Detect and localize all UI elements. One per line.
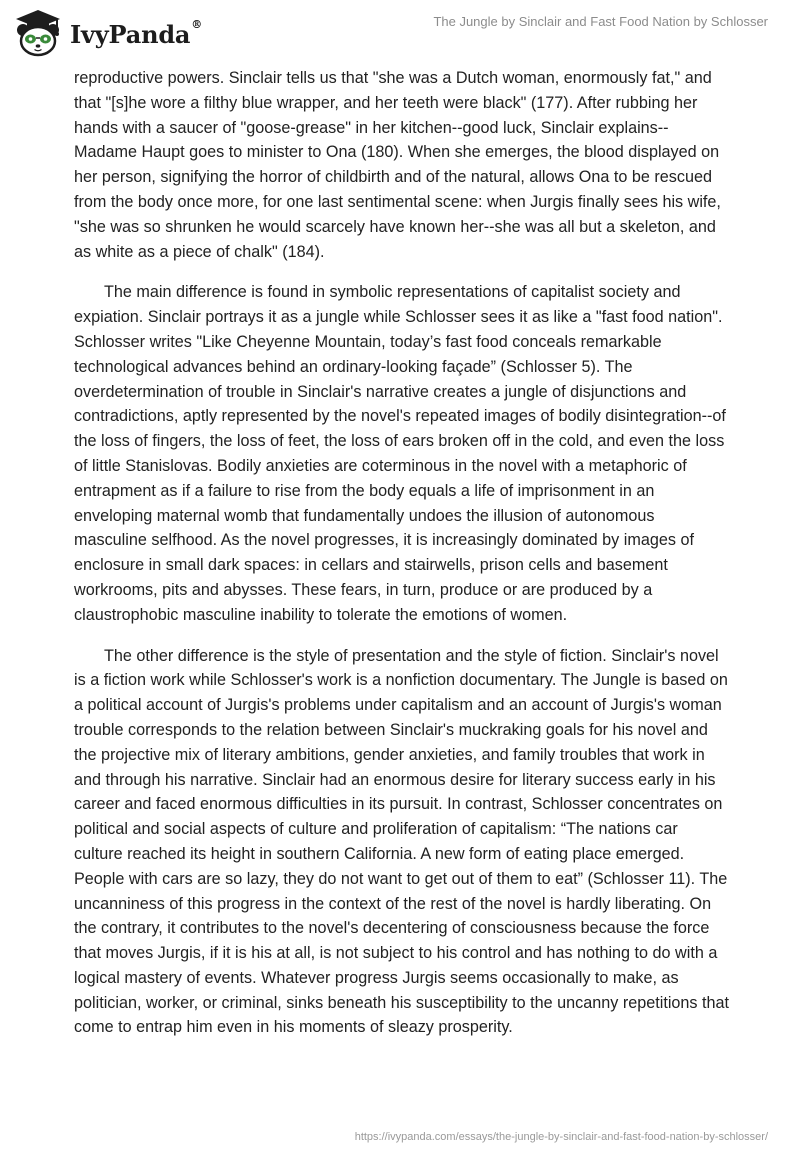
page-header [0,0,800,70]
essay-paragraph: reproductive powers. Sinclair tells us that "she was a Dutch woman, enormously fat," and that "[s]he wore a filthy blue wrapper, and her teeth were black" (177). After rubbing her hands with a saucer of "goose-grease" in her kitchen--good luck, Sinclair explains--Madame Haupt goes to minister to Ona (180). When she emerges, the blood displayed on her person, signifying the horror of childbirth and of the natural, allows Ona to be rescued from the body once more, for one last sentimental scene: when Jurgis finally sees his wife, "she was so shrunken he would scarcely have known her--she was all but a skeleton, and as white as a piece of chalk" (184). [74,69,721,261]
brand-name: IvyPanda [70,19,191,49]
essay-body [74,66,730,1056]
document-title: The Jungle by Sinclair and Fast Food Nation by Schlosser [433,14,768,29]
ivypanda-logo[interactable] [12,8,202,58]
essay-paragraph: The main difference is found in symbolic representations of capitalist society and expiation. Sinclair portrays it as a jungle while Schlosser sees it as like a "fast food nation". Schlosser writes "Like Cheyenne Mountain, today’s fast food conceals remarkable technological advances behind an ordinary-looking façade” (Schlosser 5). The overdetermination of trouble in Sinclair's narrative creates a jungle of disjunctions and contradictions, aptly represented by the novel's repeated images of bodily disintegration--of the loss of fingers, the loss of feet, the loss of ears broken off in the cold, and even the loss of little Stanislovas. Bodily anxieties are coterminous in the novel with a metaphoric of entrapment as if a failure to rise from the body equals a life of imprisonment in an enveloping maternal womb that fundamentally undoes the illusion of autonomous masculine selfhood. As the novel progresses, it is increasingly dominated by images of enclosure in small dark spaces: in cellars and stairwells, prison cells and basement workrooms, pits and abysses. These fears, in turn, produce or are produced by a claustrophobic masculine inability to tolerate the emotions of women. [74,283,726,624]
source-url[interactable]: https://ivypanda.com/essays/the-jungle-by-sinclair-and-fast-food-nation-by-schlosser/ [354,1131,768,1143]
essay-paragraph: The other difference is the style of presentation and the style of fiction. Sinclair's novel is a fiction work while Schlosser's work is a nonfiction documentary. The Jungle is based on a political account of Jurgis's problems under capitalism and an account of Jurgis's woman trouble corresponds to the relation between Sinclair's muckraking goals for his novel and the projective mix of literary ambitions, gender anxieties, and family troubles that work in and through his narrative. Sinclair had an enormous desire for literary success early in his career and faced enormous difficulties in its pursuit. In contrast, Schlosser concentrates on political and social aspects of culture and proliferation of capitalism: “The nations car culture reached its height in southern California. A new form of eating place emerged. People with cars are so lazy, they do not want to get out of them to eat” (Schlosser 11). The uncanniness of this progress in the context of the rest of the novel is hardly liberating. On the contrary, it contributes to the novel's decentering of consciousness because the force that moves Jurgis, if it is his at all, is not subject to his control and has nothing to do with a logical mastery of events. Whatever progress Jurgis seems occasionally to make, as politician, worker, or criminal, sinks beneath his susceptibility to the uncanny repetitions that come to entrap him even in his moments of sleazy prosperity. [74,646,730,1037]
logo-wordmark [70,17,203,49]
registered-mark: ® [191,17,203,31]
panda-graduation-cap-icon [12,8,64,58]
